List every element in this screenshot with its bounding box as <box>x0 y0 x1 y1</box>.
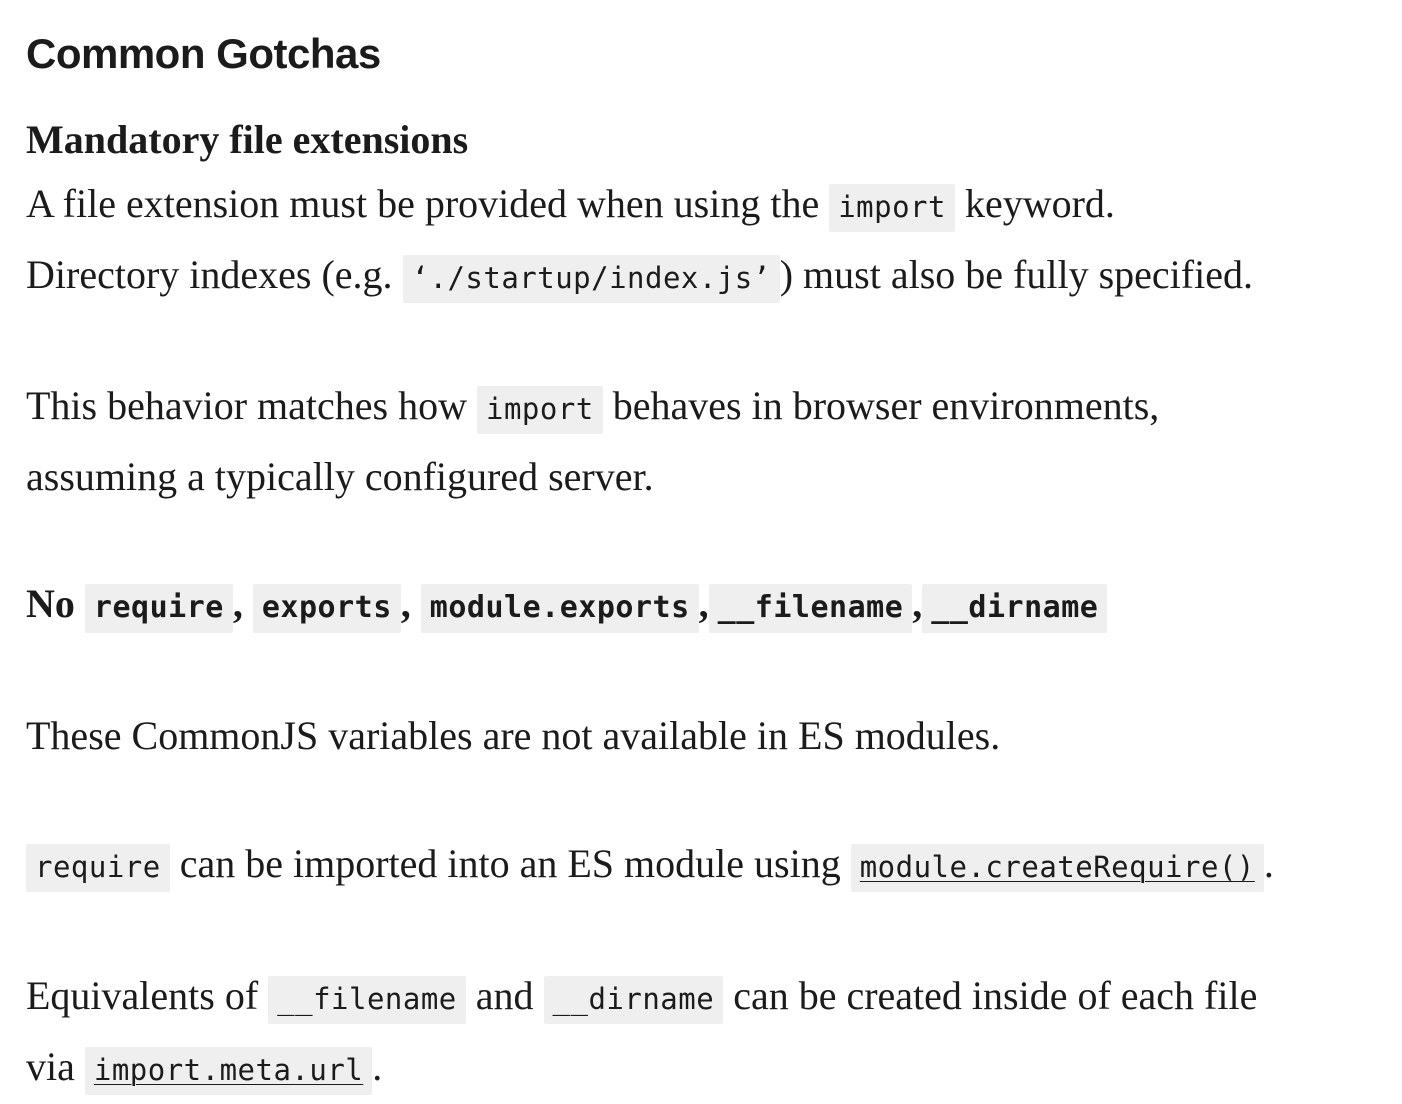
text: Directory indexes (e.g. <box>26 252 403 297</box>
text: . <box>372 1044 383 1089</box>
text: A file extension must be provided when using the <box>26 181 830 226</box>
text: assuming a typically configured server. <box>26 454 654 499</box>
text: This behavior matches how <box>26 383 477 428</box>
inline-code-import: import <box>829 184 955 232</box>
inline-code-filename: __filename <box>268 976 466 1024</box>
text: . <box>1263 841 1274 886</box>
separator: , <box>912 581 923 626</box>
link-import-meta-url[interactable]: import.meta.url <box>85 1047 372 1095</box>
heading-code-exports: exports <box>253 584 401 633</box>
paragraph-extensions-2 <box>26 372 1386 511</box>
text: Equivalents of <box>26 973 269 1018</box>
section-title: Common Gotchas <box>26 30 381 77</box>
heading-code-require: require <box>85 584 233 633</box>
text: ) must also be fully specified. <box>779 252 1253 297</box>
paragraph-commonjs-2 <box>26 830 1386 901</box>
paragraph-commonjs-3 <box>26 962 1386 1104</box>
paragraph-commonjs-1: These CommonJS variables are not available in ES modules. <box>26 713 1001 758</box>
inline-code-index-path: ‘./startup/index.js’ <box>403 255 780 303</box>
title-prefix: No <box>26 581 85 626</box>
text: keyword. <box>954 181 1115 226</box>
separator: , <box>232 581 243 626</box>
text: and <box>465 973 544 1018</box>
heading-code-filename: __filename <box>709 584 913 633</box>
separator: , <box>698 581 709 626</box>
separator: , <box>400 581 411 626</box>
subsection-title-extensions: Mandatory file extensions <box>26 117 469 162</box>
text: can be created inside of each file <box>723 973 1258 1018</box>
text: via <box>26 1044 85 1089</box>
inline-code-import: import <box>477 386 603 434</box>
link-create-require[interactable]: module.createRequire() <box>851 844 1264 892</box>
inline-code-require: require <box>26 844 170 892</box>
text: can be imported into an ES module using <box>169 841 851 886</box>
paragraph-extensions-1 <box>26 170 1386 312</box>
heading-code-dirname: __dirname <box>922 584 1107 633</box>
inline-code-dirname: __dirname <box>544 976 724 1024</box>
subsection-title-commonjs <box>26 576 1107 636</box>
text: behaves in browser environments, <box>602 383 1160 428</box>
heading-code-module-exports: module.exports <box>421 584 699 633</box>
